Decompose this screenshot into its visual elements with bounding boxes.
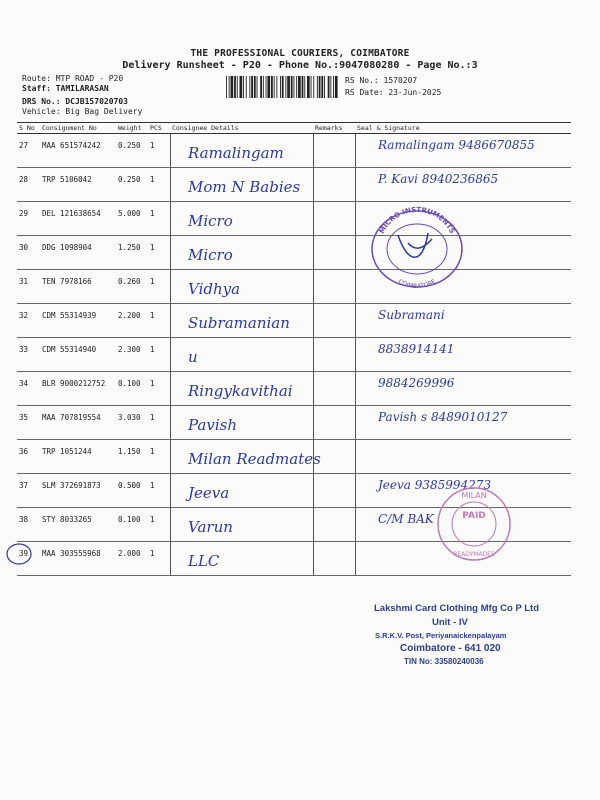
col-consignment: Consignment No: [40, 123, 116, 134]
row-remarks-cell: [313, 304, 355, 338]
row-38-circle-mark: [4, 541, 34, 567]
table-row: [17, 236, 571, 270]
staff-info: Staff: TAMILARASAN: [22, 84, 109, 93]
row-pcs: 1: [148, 508, 170, 542]
micro-stamp-top: MICRO INSTRUMENTS: [377, 205, 457, 235]
row-remarks-cell: [313, 202, 355, 236]
company-stamp-line5: TIN No: 33580240036: [404, 657, 484, 666]
runsheet-title: Delivery Runsheet - P20 - Phone No.:9047080280 - Page No.:3: [122, 60, 478, 71]
col-remarks: Remarks: [313, 123, 355, 134]
handwritten-signature: P. Kavi 8940236865: [378, 172, 499, 186]
row-weight: 0.250: [116, 134, 148, 168]
row-sno: 34: [17, 372, 40, 406]
row-sno: 36: [17, 440, 40, 474]
row-weight: 2.000: [116, 542, 148, 576]
handwritten-consignee: Subramanian: [188, 314, 290, 332]
handwritten-consignee: u: [188, 348, 198, 366]
row-weight: 0.100: [116, 372, 148, 406]
row-consignment-no: TEN 7978166: [40, 270, 116, 304]
row-consignment-no: MAA 651574242: [40, 134, 116, 168]
col-weight: Weight: [116, 123, 148, 134]
col-signature: Seal & Signature: [355, 123, 571, 134]
row-remarks-cell: [313, 508, 355, 542]
row-sno: 32: [17, 304, 40, 338]
row-weight: 2.300: [116, 338, 148, 372]
row-sno: 30: [17, 236, 40, 270]
row-sno: 28: [17, 168, 40, 202]
row-pcs: 1: [148, 474, 170, 508]
row-sno: 31: [17, 270, 40, 304]
handwritten-consignee: Vidhya: [188, 280, 241, 298]
row-remarks-cell: [313, 542, 355, 576]
row-remarks-cell: [313, 270, 355, 304]
drs-info: DRS No.: DCJB157020703: [22, 97, 128, 106]
row-sno: 39: [17, 542, 40, 576]
milan-stamp-top: MILAN: [461, 491, 487, 500]
handwritten-consignee: Micro: [188, 246, 233, 264]
row-remarks-cell: [313, 168, 355, 202]
row-pcs: 1: [148, 236, 170, 270]
row-weight: 0.260: [116, 270, 148, 304]
row-remarks-cell: [313, 236, 355, 270]
row-consignment-no: BLR 9000212752: [40, 372, 116, 406]
row-pcs: 1: [148, 440, 170, 474]
row-weight: 3.030: [116, 406, 148, 440]
handwritten-consignee: Pavish: [188, 416, 237, 434]
handwritten-signature: Subramani: [378, 308, 445, 322]
row-pcs: 1: [148, 168, 170, 202]
row-remarks-cell: [313, 134, 355, 168]
row-pcs: 1: [148, 270, 170, 304]
row-consignment-no: STY 8033265: [40, 508, 116, 542]
micro-stamp: [368, 205, 466, 289]
row-weight: 5.000: [116, 202, 148, 236]
handwritten-consignee: Ringykavithai: [188, 382, 293, 400]
table-row: [17, 270, 571, 304]
row-weight: 0.250: [116, 168, 148, 202]
route-info: Route: MTP ROAD - P20: [22, 74, 124, 83]
company-stamp-line2: Unit - IV: [432, 617, 468, 628]
row-consignment-no: DEL 121638654: [40, 202, 116, 236]
row-pcs: 1: [148, 406, 170, 440]
col-sno: S No: [17, 123, 40, 134]
row-pcs: 1: [148, 304, 170, 338]
row-sno: 27: [17, 134, 40, 168]
handwritten-signature: Ramalingam 9486670855: [378, 138, 535, 152]
rs-number: RS No.: 1570207: [345, 76, 418, 85]
row-signature-cell: [355, 440, 571, 474]
handwritten-signature: Jeeva 9385994273: [378, 478, 492, 492]
handwritten-signature: 8838914141: [378, 342, 455, 356]
company-name: THE PROFESSIONAL COURIERS, COIMBATORE: [190, 48, 410, 59]
handwritten-consignee: Ramalingam: [188, 144, 284, 162]
row-weight: 1.250: [116, 236, 148, 270]
row-consignment-no: TRP 5106042: [40, 168, 116, 202]
table-row: [17, 202, 571, 236]
handwritten-consignee: Mom N Babies: [188, 178, 301, 196]
company-stamp-line1: Lakshmi Card Clothing Mfg Co P Ltd: [374, 603, 540, 614]
svg-text:MICRO INSTRUMENTS: [378, 206, 456, 235]
row-sno: 37: [17, 474, 40, 508]
company-stamp-line4: Coimbatore - 641 020: [400, 643, 501, 654]
table-header: [17, 123, 571, 134]
row-consignment-no: TRP 1051244: [40, 440, 116, 474]
handwritten-consignee: Milan Readmates: [188, 450, 321, 468]
row-weight: 0.500: [116, 474, 148, 508]
handwritten-signature: C/M BAK: [378, 512, 434, 526]
row-pcs: 1: [148, 338, 170, 372]
milan-stamp-paid: PAID: [462, 511, 486, 521]
row-pcs: 1: [148, 372, 170, 406]
col-pcs: PCS: [148, 123, 170, 134]
row-sno: 38: [17, 508, 40, 542]
row-remarks-cell: [313, 474, 355, 508]
row-consignment-no: DDG 1098904: [40, 236, 116, 270]
milan-stamp-bottom: READYMADES: [453, 551, 495, 558]
row-pcs: 1: [148, 134, 170, 168]
barcode: [226, 76, 338, 98]
row-remarks-cell: [313, 406, 355, 440]
handwritten-signature: Pavish s 8489010127: [378, 410, 508, 424]
row-consignment-no: MAA 303555968: [40, 542, 116, 576]
handwritten-consignee: Jeeva: [188, 484, 230, 502]
milan-stamp: [432, 484, 516, 564]
handwritten-consignee: LLC: [188, 552, 220, 570]
handwritten-signature: 9884269996: [378, 376, 455, 390]
row-weight: 0.100: [116, 508, 148, 542]
company-stamp-line3: S.R.K.V. Post, Periyanaickenpalayam: [375, 631, 507, 640]
row-sno: 33: [17, 338, 40, 372]
row-weight: 1.150: [116, 440, 148, 474]
vehicle-info: Vehicle: Big Bag Delivery: [22, 107, 143, 116]
row-consignment-no: CDM 55314939: [40, 304, 116, 338]
row-remarks-cell: [313, 372, 355, 406]
row-sno: 29: [17, 202, 40, 236]
rs-date: RS Date: 23-Jun-2025: [345, 88, 442, 97]
handwritten-consignee: Micro: [188, 212, 233, 230]
col-consignee: Consignee Details: [170, 123, 313, 134]
row-remarks-cell: [313, 338, 355, 372]
row-consignment-no: SLM 372691873: [40, 474, 116, 508]
row-pcs: 1: [148, 202, 170, 236]
micro-stamp-bottom: COIMBATORE: [397, 278, 437, 289]
row-weight: 2.200: [116, 304, 148, 338]
svg-text:COIMBATORE: [397, 278, 437, 289]
row-sno: 35: [17, 406, 40, 440]
row-pcs: 1: [148, 542, 170, 576]
handwritten-consignee: Varun: [188, 518, 233, 536]
row-consignment-no: CDM 55314940: [40, 338, 116, 372]
row-consignment-no: MAA 707819554: [40, 406, 116, 440]
